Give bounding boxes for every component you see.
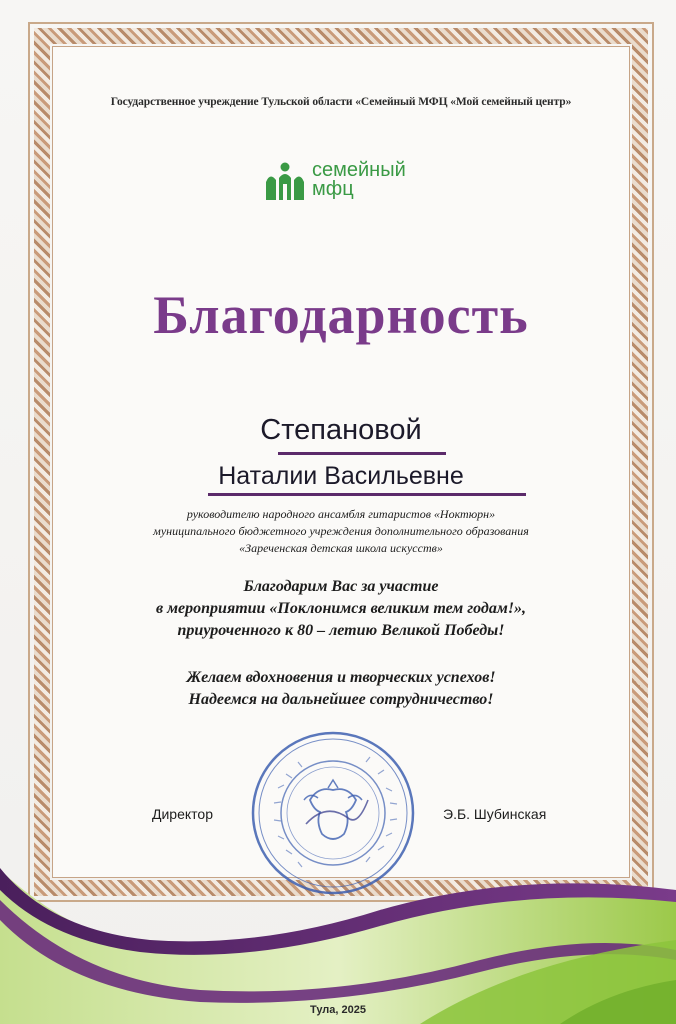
role-line: «Зареченская детская школа искусств» (239, 541, 443, 555)
recipient-given-names: Наталии Васильевне (218, 462, 464, 490)
wish-line: Надеемся на дальнейшее сотрудничество! (188, 691, 494, 708)
recipient-surname: Степановой (260, 414, 422, 446)
decorative-wave-footer (0, 840, 676, 1024)
role-line: муниципального бюджетного учреждения дополнительного образования (153, 524, 529, 538)
logo-text (312, 161, 406, 199)
thanks-line: приуроченного к 80 – летию Великой Победы! (177, 622, 505, 639)
family-logo-icon (262, 158, 308, 204)
thanks-line: в мероприятии «Поклонимся великим тем годам!», (155, 600, 527, 617)
signature-position: Директор (152, 806, 213, 822)
given-names-underline (208, 493, 526, 496)
surname-underline (278, 452, 446, 455)
thanks-line: Благодарим Вас за участие (243, 578, 439, 595)
wishes-message (52, 667, 630, 711)
wish-line: Желаем вдохновения и творческих успехов! (186, 669, 496, 686)
signature-name: Э.Б. Шубинская (443, 806, 547, 822)
role-line: руководителю народного ансамбля гитаристов «Ноктюрн» (186, 507, 496, 521)
recipient-role (52, 506, 630, 557)
logo-line-1: семейный (312, 159, 406, 181)
logo-line-2: мфц (312, 178, 354, 200)
certificate-title: Благодарность (153, 285, 529, 345)
thanks-message (52, 576, 630, 642)
organization-name: Государственное учреждение Тульской области «Семейный МФЦ «Мой семейный центр» (110, 96, 572, 108)
mfc-logo (262, 158, 442, 208)
footer-place-year: Тула, 2025 (310, 1004, 366, 1016)
